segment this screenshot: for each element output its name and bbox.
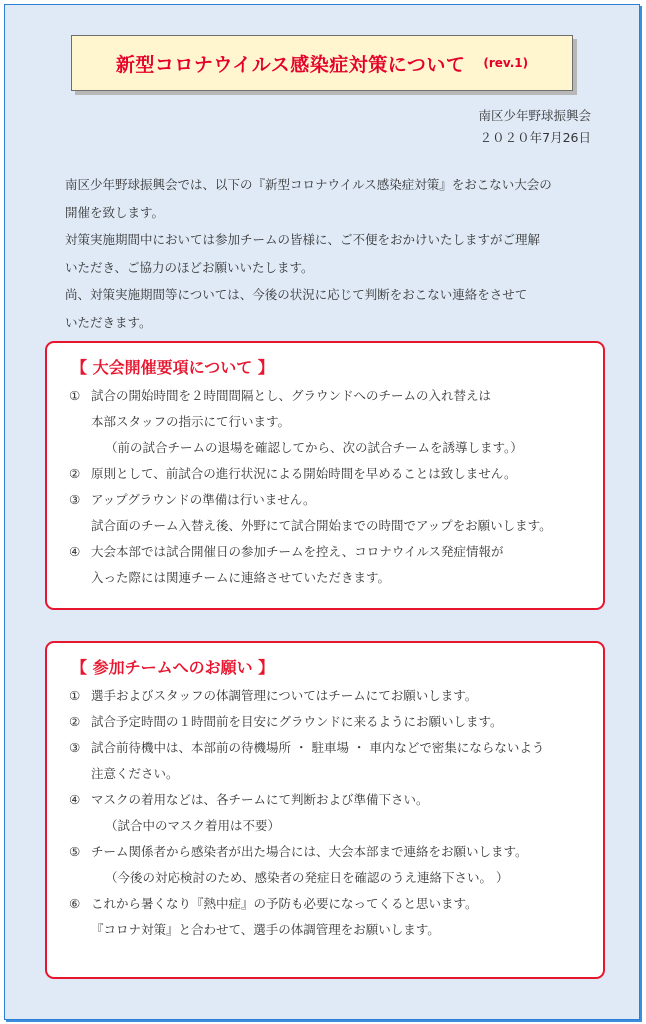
item-text: マスクの着用などは、各チームにて判断および準備下さい。 bbox=[91, 792, 429, 807]
title-banner bbox=[71, 35, 573, 91]
item-number: ⑥ bbox=[69, 896, 81, 911]
item-number: ① bbox=[69, 388, 81, 403]
item-number: ④ bbox=[69, 544, 81, 559]
item-number: ③ bbox=[69, 740, 81, 755]
intro-line: いただきます。 bbox=[65, 314, 152, 330]
item-note: （前の試合チームの退場を確認してから、次の試合チームを誘導します。） bbox=[105, 440, 523, 455]
tournament-guidelines-panel bbox=[45, 341, 605, 610]
revision-label: (rev.1) bbox=[483, 56, 529, 70]
item-continuation: 入った際には関連チームに連絡させていただきます。 bbox=[91, 570, 391, 585]
page-title: 新型コロナウイルス感染症対策について bbox=[115, 53, 466, 76]
item-text: これから暑くなり『熱中症』の予防も必要になってくると思います。 bbox=[91, 896, 478, 911]
item-continuation: 本部スタッフの指示にて行います。 bbox=[91, 414, 291, 429]
item-continuation: 『コロナ対策』と合わせて、選手の体調管理をお願いします。 bbox=[91, 922, 440, 937]
section-title: 【 大会開催要項について 】 bbox=[71, 358, 274, 377]
list-item bbox=[69, 383, 593, 409]
item-text: アップグラウンドの準備は行いません。 bbox=[91, 492, 316, 507]
list-item bbox=[69, 709, 593, 735]
intro-paragraph bbox=[65, 171, 605, 336]
request-list bbox=[69, 683, 593, 943]
item-continuation: 注意ください。 bbox=[91, 766, 179, 781]
list-item bbox=[69, 539, 593, 565]
item-text: 原則として、前試合の進行状況による開始時間を早めることは致しません。 bbox=[91, 466, 517, 481]
item-number: ② bbox=[69, 466, 81, 481]
item-number: ④ bbox=[69, 792, 81, 807]
item-number: ③ bbox=[69, 492, 81, 507]
issue-date: ２０２０年7月26日 bbox=[479, 130, 591, 145]
organization-name: 南区少年野球振興会 bbox=[478, 108, 591, 123]
intro-line: いただき、ご協力のほどお願いいたします。 bbox=[65, 259, 314, 275]
item-note: （今後の対応検討のため、感染者の発症日を確認のうえ連絡下さい。 ） bbox=[105, 870, 509, 885]
issuer-block bbox=[478, 105, 591, 149]
list-item bbox=[69, 839, 593, 865]
list-item bbox=[69, 683, 593, 709]
intro-line: 南区少年野球振興会では、以下の『新型コロナウイルス感染症対策』をおこない大会の bbox=[65, 177, 552, 192]
item-text: 大会本部では試合開催日の参加チームを控え、コロナウイルス発症情報が bbox=[91, 544, 504, 559]
item-text: 試合の開始時間を２時間間隔とし、グラウンドへのチームの入れ替えは bbox=[91, 388, 492, 403]
team-requests-panel bbox=[45, 641, 605, 979]
intro-line: 開催を致します。 bbox=[65, 204, 165, 220]
item-continuation: 試合面のチーム入替え後、外野にて試合開始までの時間でアップをお願いします。 bbox=[91, 518, 552, 533]
item-text: 選手およびスタッフの体調管理についてはチームにてお願いします。 bbox=[91, 688, 478, 703]
list-item bbox=[69, 735, 593, 761]
list-item bbox=[69, 487, 593, 513]
section-title: 【 参加チームへのお願い 】 bbox=[71, 658, 275, 677]
list-item bbox=[69, 891, 593, 917]
list-item bbox=[69, 787, 593, 813]
guideline-list bbox=[69, 383, 593, 591]
item-text: 試合予定時間の１時間前を目安にグラウンドに来るようにお願いします。 bbox=[91, 714, 503, 729]
item-text: チーム関係者から感染者が出た場合には、大会本部まで連絡をお願いします。 bbox=[91, 844, 528, 859]
item-text: 試合前待機中は、本部前の待機場所 ・ 駐車場 ・ 車内などで密集にならないよう bbox=[91, 740, 545, 755]
intro-line: 対策実施期間中においては参加チームの皆様に、ご不便をおかけいたしますがご理解 bbox=[65, 232, 541, 247]
list-item bbox=[69, 461, 593, 487]
item-number: ⑤ bbox=[69, 844, 81, 859]
item-note: （試合中のマスク着用は不要） bbox=[105, 818, 281, 833]
document-page bbox=[4, 4, 640, 1020]
item-number: ② bbox=[69, 714, 81, 729]
item-number: ① bbox=[69, 688, 81, 703]
intro-line: 尚、対策実施期間等については、今後の状況に応じて判断をおこない連絡をさせて bbox=[65, 287, 528, 302]
